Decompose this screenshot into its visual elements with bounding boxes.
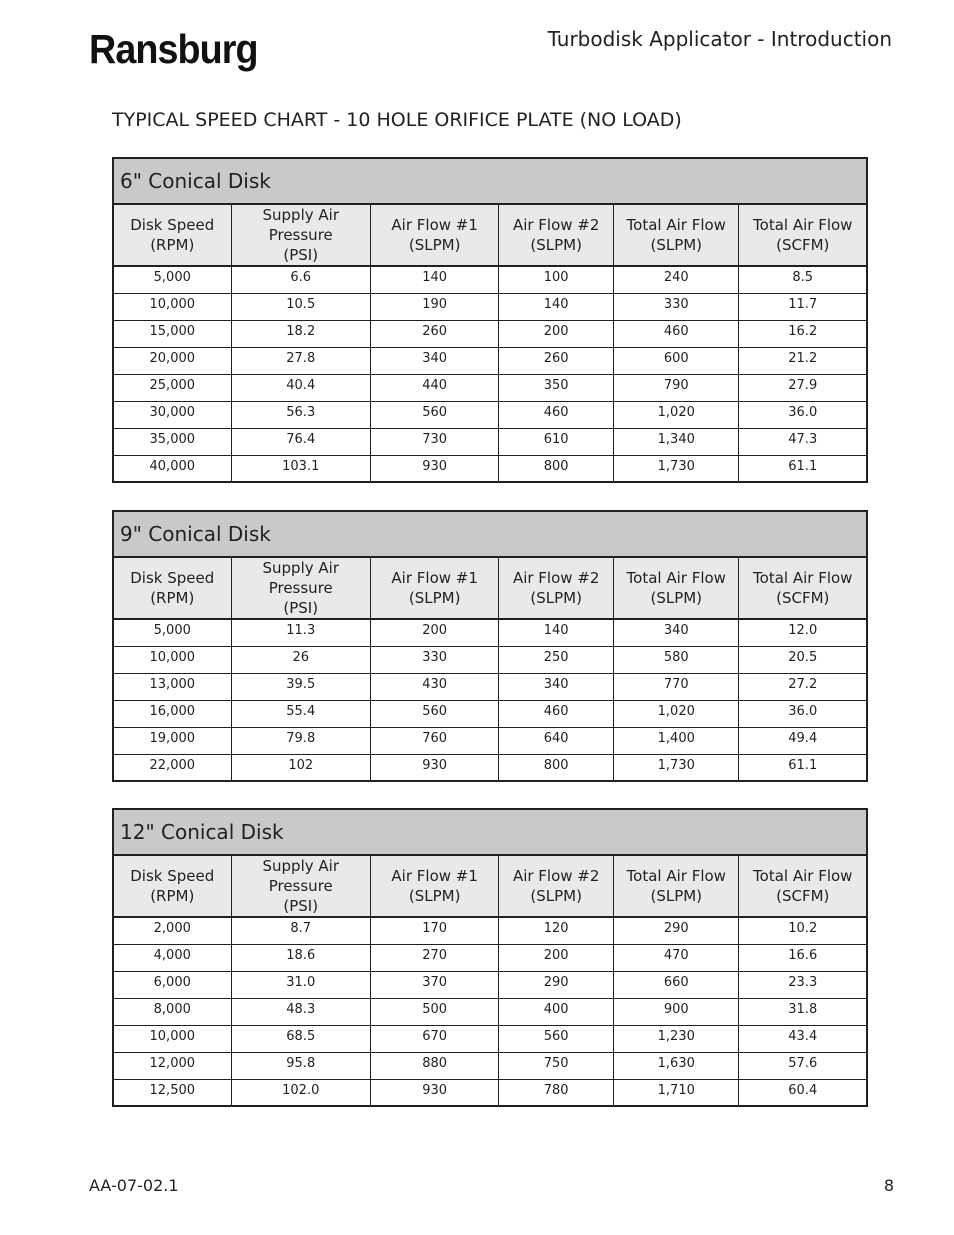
table-cell: 350 [499, 374, 614, 401]
column-header [614, 557, 739, 619]
table-cell: 250 [499, 646, 614, 673]
table-cell: 61.1 [739, 754, 867, 781]
table-cell: 1,630 [614, 1052, 739, 1079]
table-cell: 40,000 [113, 455, 231, 482]
table-cell: 12,500 [113, 1079, 231, 1106]
column-header-line: (RPM) [150, 236, 195, 254]
table-cell: 120 [499, 917, 614, 944]
column-header-line: (SLPM) [408, 236, 461, 254]
table-cell: 61.1 [739, 455, 867, 482]
table-cell: 560 [370, 401, 498, 428]
table-cell: 340 [614, 619, 739, 646]
chart-title: TYPICAL SPEED CHART - 10 HOLE ORIFICE PLATE (NO LOAD) [112, 109, 682, 131]
column-header-line: (SLPM) [408, 589, 461, 607]
table-cell: 880 [370, 1052, 498, 1079]
table-row [113, 1025, 867, 1052]
table-cell: 19,000 [113, 727, 231, 754]
table-cell: 800 [499, 455, 614, 482]
column-header-line: Disk Speed [130, 216, 215, 234]
table-cell: 750 [499, 1052, 614, 1079]
table-cell: 270 [370, 944, 498, 971]
table-cell: 610 [499, 428, 614, 455]
table-cell: 340 [370, 347, 498, 374]
table-row [113, 374, 867, 401]
table-cell: 25,000 [113, 374, 231, 401]
column-header-line: (SLPM) [650, 589, 703, 607]
table-cell: 640 [499, 727, 614, 754]
table-cell: 16.6 [739, 944, 867, 971]
table-cell: 260 [370, 320, 498, 347]
column-header-line: Air Flow #1 [391, 867, 478, 885]
column-header-line: (SCFM) [776, 236, 830, 254]
table-cell: 170 [370, 917, 498, 944]
table-row [113, 619, 867, 646]
table-cell: 1,230 [614, 1025, 739, 1052]
table-cell: 5,000 [113, 266, 231, 293]
table-cell: 660 [614, 971, 739, 998]
table-cell: 16.2 [739, 320, 867, 347]
table-cell: 4,000 [113, 944, 231, 971]
table-cell: 200 [499, 320, 614, 347]
table-cell: 440 [370, 374, 498, 401]
table-row [113, 727, 867, 754]
table-cell: 930 [370, 754, 498, 781]
table-cell: 56.3 [231, 401, 370, 428]
table-cell: 68.5 [231, 1025, 370, 1052]
table-cell: 930 [370, 455, 498, 482]
table-row [113, 455, 867, 482]
table-cell: 800 [499, 754, 614, 781]
table-cell: 290 [614, 917, 739, 944]
table-cell: 47.3 [739, 428, 867, 455]
table-cell: 36.0 [739, 700, 867, 727]
column-header [113, 557, 231, 619]
table-cell: 55.4 [231, 700, 370, 727]
table-cell: 10,000 [113, 646, 231, 673]
table-cell: 100 [499, 266, 614, 293]
table-section-title: 12" Conical Disk [113, 809, 867, 855]
table-cell: 27.8 [231, 347, 370, 374]
table-cell: 57.6 [739, 1052, 867, 1079]
table-cell: 20,000 [113, 347, 231, 374]
table-cell: 10,000 [113, 1025, 231, 1052]
column-header [113, 204, 231, 266]
column-header-line: (PSI) [283, 897, 319, 915]
table-cell: 26 [231, 646, 370, 673]
table-cell: 330 [614, 293, 739, 320]
column-header-line: Air Flow #2 [512, 867, 600, 885]
table-cell: 140 [499, 293, 614, 320]
table-cell: 340 [499, 673, 614, 700]
table-cell: 95.8 [231, 1052, 370, 1079]
table-cell: 76.4 [231, 428, 370, 455]
column-header-line: (SCFM) [776, 887, 830, 905]
column-header-line: Air Flow #1 [391, 569, 478, 587]
column-header-line: Supply Air Pressure [262, 559, 339, 597]
table-cell: 79.8 [231, 727, 370, 754]
table-row [113, 401, 867, 428]
table-row [113, 700, 867, 727]
table-cell: 470 [614, 944, 739, 971]
table-row [113, 1079, 867, 1106]
table-row [113, 1052, 867, 1079]
table-cell: 18.2 [231, 320, 370, 347]
table-cell: 10.5 [231, 293, 370, 320]
table-cell: 20.5 [739, 646, 867, 673]
table-row [113, 944, 867, 971]
table-cell: 600 [614, 347, 739, 374]
table-cell: 23.3 [739, 971, 867, 998]
table-row [113, 971, 867, 998]
table-cell: 790 [614, 374, 739, 401]
table-cell: 48.3 [231, 998, 370, 1025]
page-number: 8 [883, 1176, 894, 1195]
table-cell: 460 [499, 700, 614, 727]
column-header-line: (PSI) [283, 599, 319, 617]
table-section-title: 6" Conical Disk [113, 158, 867, 204]
table-cell: 900 [614, 998, 739, 1025]
table-cell: 27.9 [739, 374, 867, 401]
table-cell: 200 [370, 619, 498, 646]
column-header [739, 204, 867, 266]
table-cell: 1,730 [614, 455, 739, 482]
table-cell: 102 [231, 754, 370, 781]
table-cell: 22,000 [113, 754, 231, 781]
table-cell: 10.2 [739, 917, 867, 944]
table-row [113, 917, 867, 944]
column-header-line: Air Flow #1 [391, 216, 478, 234]
column-header [614, 855, 739, 917]
column-header [499, 204, 614, 266]
table-cell: 460 [499, 401, 614, 428]
table-cell: 930 [370, 1079, 498, 1106]
column-header-line: Air Flow #2 [512, 569, 600, 587]
document-number: AA-07-02.1 [89, 1176, 179, 1195]
table-cell: 8.7 [231, 917, 370, 944]
column-header-line: (RPM) [150, 589, 195, 607]
table-cell: 190 [370, 293, 498, 320]
table-row [113, 646, 867, 673]
table-row [113, 998, 867, 1025]
table-cell: 1,340 [614, 428, 739, 455]
table-cell: 10,000 [113, 293, 231, 320]
table-cell: 6,000 [113, 971, 231, 998]
table-cell: 1,020 [614, 700, 739, 727]
table-row [113, 266, 867, 293]
table-row [113, 754, 867, 781]
table-cell: 730 [370, 428, 498, 455]
table-cell: 49.4 [739, 727, 867, 754]
table-cell: 11.7 [739, 293, 867, 320]
column-header-line: (PSI) [283, 246, 319, 264]
column-header [113, 855, 231, 917]
table-cell: 27.2 [739, 673, 867, 700]
column-header [231, 204, 370, 266]
column-header-line: Disk Speed [130, 569, 215, 587]
table-cell: 370 [370, 971, 498, 998]
table-cell: 260 [499, 347, 614, 374]
ransburg-logo: Ransburg [89, 26, 258, 72]
table-cell: 770 [614, 673, 739, 700]
table-cell: 500 [370, 998, 498, 1025]
column-header-line: Total Air Flow [753, 867, 853, 885]
table-row [113, 320, 867, 347]
column-header [370, 204, 498, 266]
column-header-line: (SCFM) [776, 589, 830, 607]
column-header [370, 557, 498, 619]
column-header [370, 855, 498, 917]
table-cell: 1,730 [614, 754, 739, 781]
column-header [231, 855, 370, 917]
column-header-line: (SLPM) [530, 236, 582, 254]
column-header-line: (RPM) [150, 887, 195, 905]
table-cell: 31.8 [739, 998, 867, 1025]
table-cell: 39.5 [231, 673, 370, 700]
table-9in-conical-disk [112, 510, 868, 782]
column-header [614, 204, 739, 266]
column-header-line: Total Air Flow [753, 216, 853, 234]
column-header-line: (SLPM) [408, 887, 461, 905]
table-cell: 12,000 [113, 1052, 231, 1079]
column-header-line: Supply Air Pressure [262, 206, 339, 244]
column-header-line: Total Air Flow [626, 569, 726, 587]
table-row [113, 428, 867, 455]
table-12in-conical-disk [112, 808, 868, 1107]
table-cell: 560 [370, 700, 498, 727]
column-header-line: (SLPM) [530, 887, 582, 905]
table-cell: 11.3 [231, 619, 370, 646]
table-cell: 21.2 [739, 347, 867, 374]
table-cell: 5,000 [113, 619, 231, 646]
column-header-line: Disk Speed [130, 867, 215, 885]
table-row [113, 293, 867, 320]
column-header [499, 557, 614, 619]
table-cell: 760 [370, 727, 498, 754]
table-cell: 330 [370, 646, 498, 673]
table-cell: 200 [499, 944, 614, 971]
table-cell: 30,000 [113, 401, 231, 428]
table-cell: 580 [614, 646, 739, 673]
table-cell: 18.6 [231, 944, 370, 971]
table-cell: 460 [614, 320, 739, 347]
table-cell: 12.0 [739, 619, 867, 646]
column-header-line: (SLPM) [650, 887, 703, 905]
header-title: Turbodisk Applicator - Introduction [547, 27, 892, 51]
table-cell: 60.4 [739, 1079, 867, 1106]
table-cell: 6.6 [231, 266, 370, 293]
table-cell: 35,000 [113, 428, 231, 455]
table-cell: 13,000 [113, 673, 231, 700]
table-cell: 1,710 [614, 1079, 739, 1106]
column-header [739, 557, 867, 619]
table-cell: 103.1 [231, 455, 370, 482]
table-cell: 670 [370, 1025, 498, 1052]
table-cell: 16,000 [113, 700, 231, 727]
column-header-line: Air Flow #2 [512, 216, 600, 234]
column-header-line: (SLPM) [530, 589, 582, 607]
column-header-line: Total Air Flow [626, 216, 726, 234]
table-cell: 8.5 [739, 266, 867, 293]
table-cell: 240 [614, 266, 739, 293]
table-6in-conical-disk [112, 157, 868, 483]
table-cell: 560 [499, 1025, 614, 1052]
table-cell: 31.0 [231, 971, 370, 998]
table-cell: 400 [499, 998, 614, 1025]
table-cell: 2,000 [113, 917, 231, 944]
column-header-line: Total Air Flow [626, 867, 726, 885]
column-header-line: (SLPM) [650, 236, 703, 254]
column-header-line: Supply Air Pressure [262, 857, 339, 895]
column-header [739, 855, 867, 917]
table-cell: 15,000 [113, 320, 231, 347]
table-section-title: 9" Conical Disk [113, 511, 867, 557]
table-row [113, 673, 867, 700]
column-header [231, 557, 370, 619]
table-cell: 8,000 [113, 998, 231, 1025]
table-cell: 1,400 [614, 727, 739, 754]
table-cell: 430 [370, 673, 498, 700]
table-cell: 40.4 [231, 374, 370, 401]
table-row [113, 347, 867, 374]
table-cell: 140 [499, 619, 614, 646]
table-cell: 780 [499, 1079, 614, 1106]
table-cell: 36.0 [739, 401, 867, 428]
table-cell: 102.0 [231, 1079, 370, 1106]
table-cell: 290 [499, 971, 614, 998]
table-cell: 43.4 [739, 1025, 867, 1052]
column-header [499, 855, 614, 917]
table-cell: 140 [370, 266, 498, 293]
column-header-line: Total Air Flow [753, 569, 853, 587]
table-cell: 1,020 [614, 401, 739, 428]
